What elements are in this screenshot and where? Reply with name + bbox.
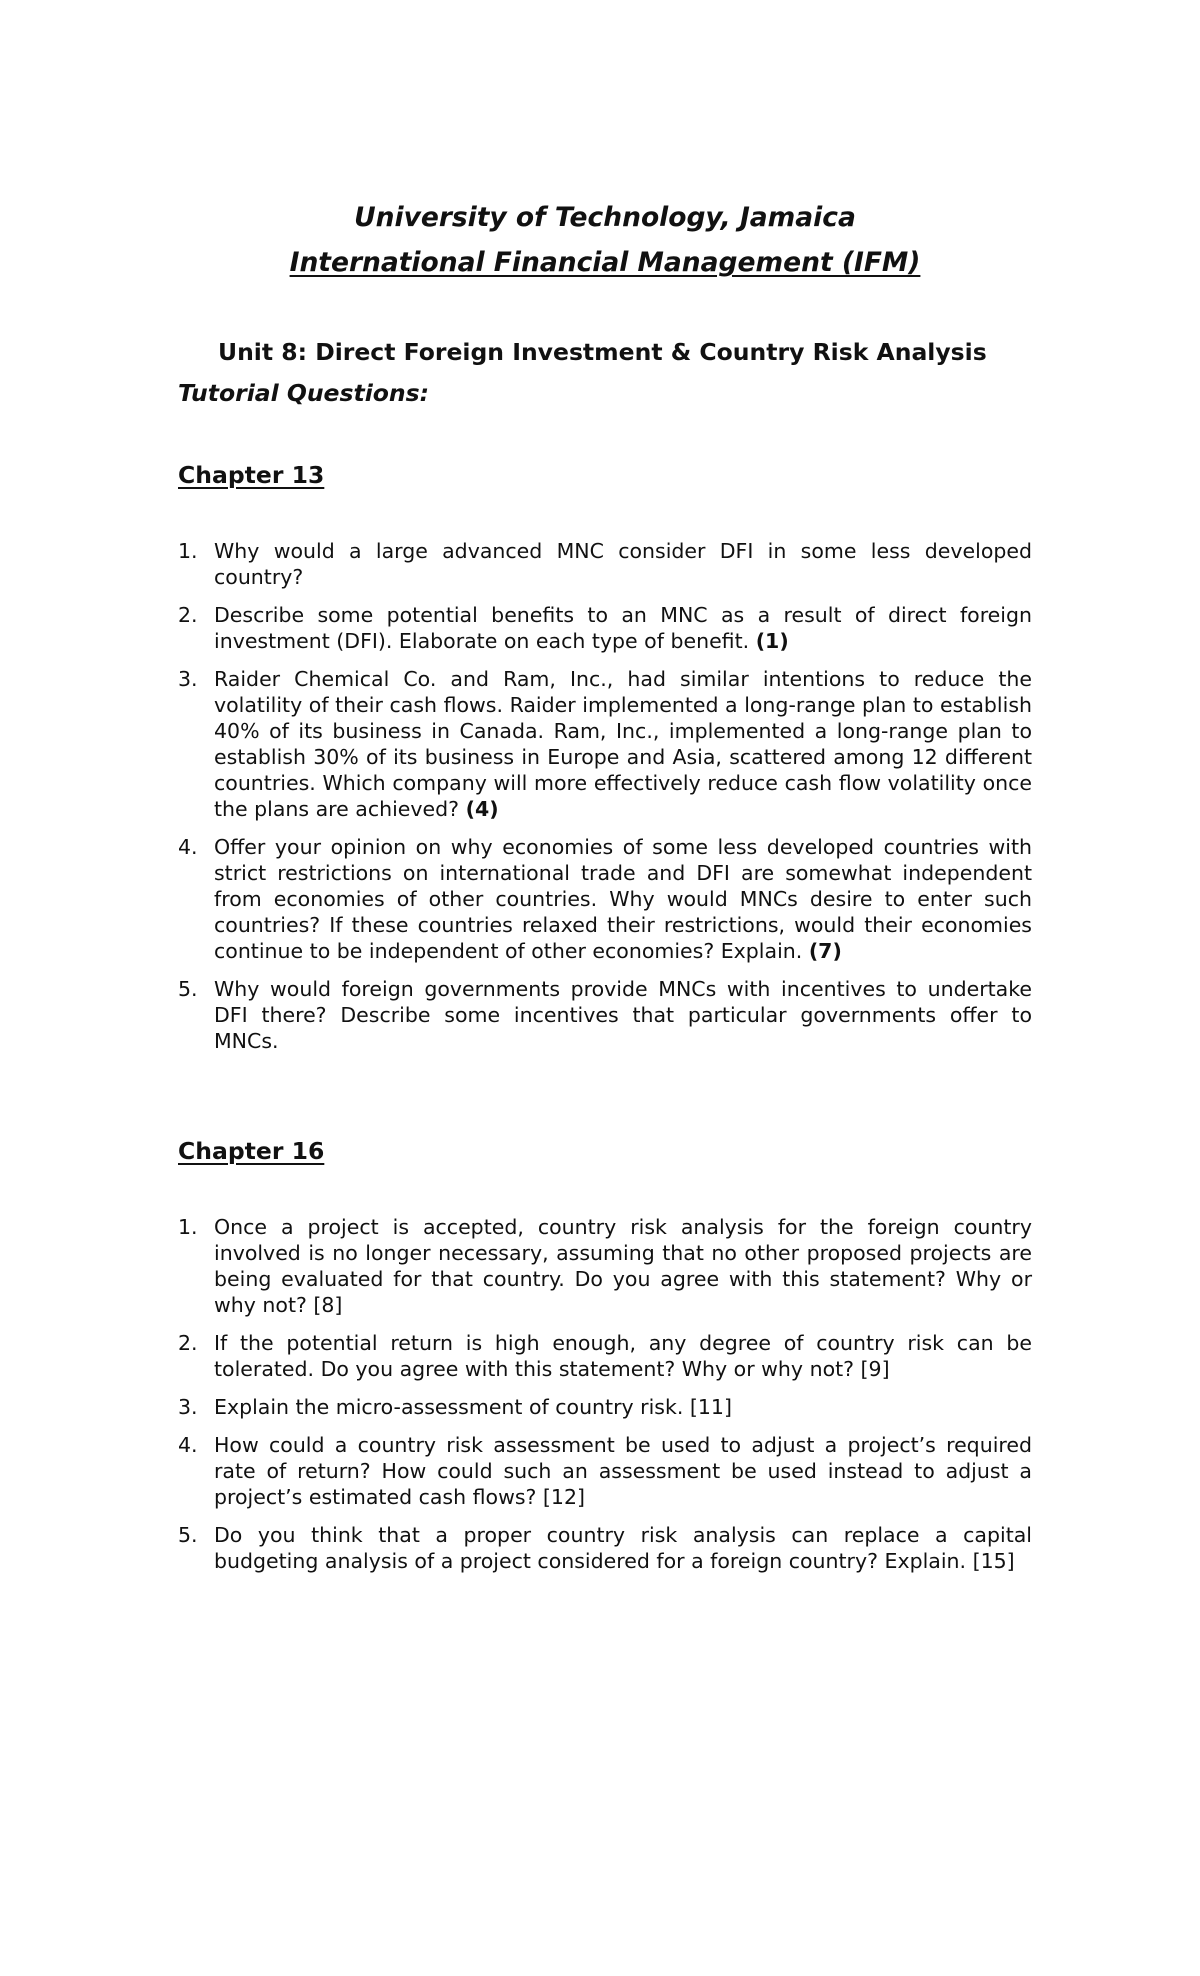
question-number: 5.: [178, 1523, 198, 1547]
question-text: How could a country risk assessment be used to adjust a project’s required rate of return? How could such an assessment be used instead to adjust a project’s estimated cash flows? [12]: [214, 1433, 1032, 1509]
question-marks: (7): [808, 939, 842, 963]
question-number: 1.: [178, 539, 198, 563]
question-item: [178, 976, 1032, 1054]
question-item: [178, 1214, 1032, 1318]
chapter-13-questions: [178, 538, 1032, 1066]
question-number: 4.: [178, 835, 198, 859]
question-text: Do you think that a proper country risk analysis can replace a capital budgeting analysis of a project considered for a foreign country? Explain. [15]: [214, 1523, 1032, 1573]
question-item: [178, 602, 1032, 654]
tutorial-heading: Tutorial Questions:: [178, 379, 430, 407]
question-text: Why would a large advanced MNC consider DFI in some less developed country?: [214, 539, 1032, 589]
question-number: 3.: [178, 1395, 198, 1419]
question-text: Offer your opinion on why economies of some less developed countries with strict restrictions on international trade and DFI are somewhat independent from economies of other countries. Why would MNCs desire to enter such countries? If these countries relaxed their restrictions, would their economies continue to be independent of other economies? Explain.: [214, 835, 1032, 963]
unit-heading: Unit 8: Direct Foreign Investment & Country Risk Analysis: [218, 338, 987, 366]
question-item: [178, 1394, 1032, 1420]
question-number: 3.: [178, 667, 198, 691]
question-marks: (4): [465, 797, 499, 821]
question-number: 4.: [178, 1433, 198, 1457]
question-text: Explain the micro-assessment of country risk. [11]: [214, 1395, 732, 1419]
question-marks: (1): [755, 629, 789, 653]
university-title: University of Technology, Jamaica: [354, 202, 856, 233]
chapter-16-heading: Chapter 16: [178, 1137, 325, 1165]
question-text: Why would foreign governments provide MNCs with incentives to undertake DFI there? Describe some incentives that particular governments offer to MNCs.: [214, 977, 1032, 1053]
question-item: [178, 538, 1032, 590]
question-text: Describe some potential benefits to an MNC as a result of direct foreign investment (DFI). Elaborate on each type of benefit.: [214, 603, 1032, 653]
question-item: [178, 666, 1032, 822]
course-title-text: International Financial Management (IFM): [289, 247, 921, 278]
question-number: 5.: [178, 977, 198, 1001]
chapter-16-questions: [178, 1214, 1032, 1586]
chapter-13-heading: Chapter 13: [178, 461, 325, 489]
question-number: 1.: [178, 1215, 198, 1239]
question-item: [178, 834, 1032, 964]
question-item: [178, 1522, 1032, 1574]
question-item: [178, 1330, 1032, 1382]
question-number: 2.: [178, 603, 198, 627]
course-title: [178, 245, 1032, 281]
question-number: 2.: [178, 1331, 198, 1355]
question-text: Raider Chemical Co. and Ram, Inc., had similar intentions to reduce the volatility of their cash flows. Raider implemented a long-range plan to establish 40% of its business in Canada. Ram, Inc., implemented a long-range plan to establish 30% of its business in Europe and Asia, scattered among 12 different countries. Which company will more effectively reduce cash flow volatility once the plans are achieved?: [214, 667, 1032, 821]
question-text: If the potential return is high enough, any degree of country risk can be tolerated. Do you agree with this statement? Why or why not? [9]: [214, 1331, 1032, 1381]
question-item: [178, 1432, 1032, 1510]
question-text: Once a project is accepted, country risk analysis for the foreign country involved is no longer necessary, assuming that no other proposed projects are being evaluated for that country. Do you agree with this statement? Why or why not? [8]: [214, 1215, 1032, 1317]
